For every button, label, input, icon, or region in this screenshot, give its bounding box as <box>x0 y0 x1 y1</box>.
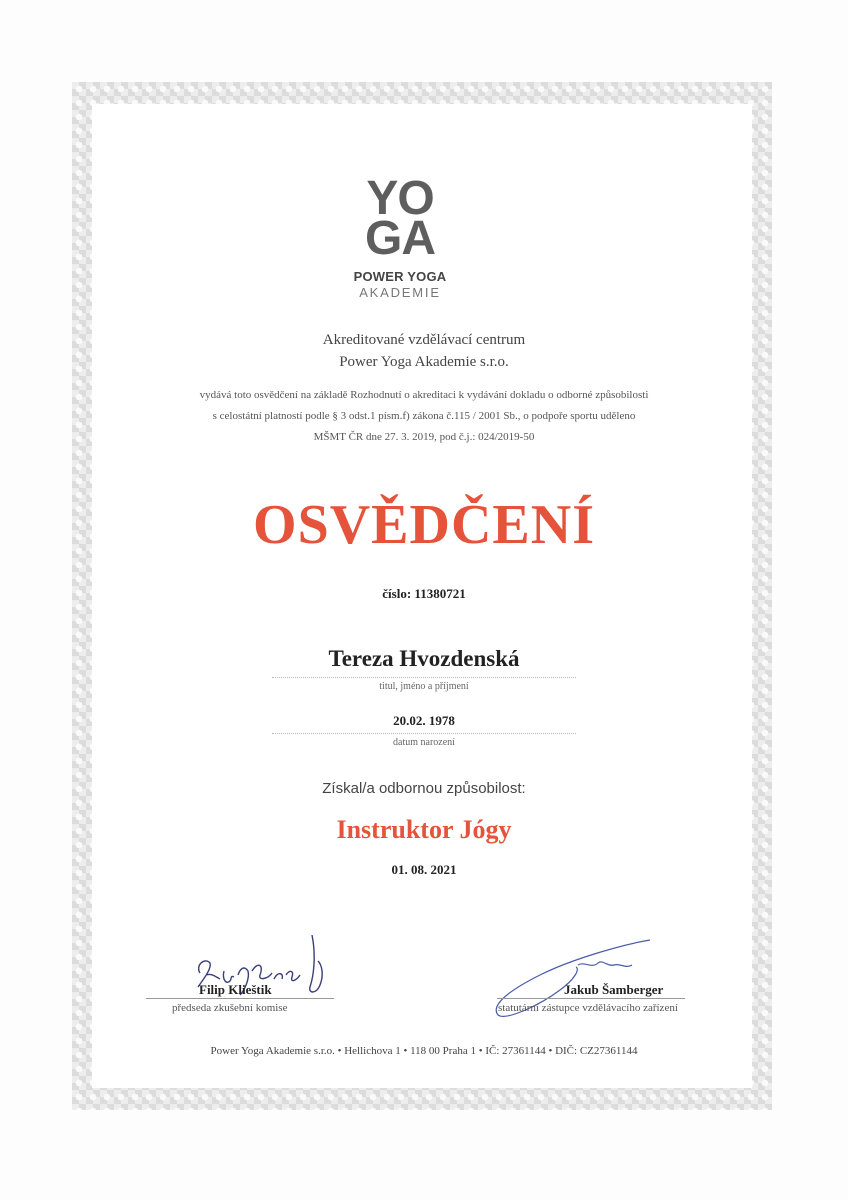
right-signer-name: Jakub Šamberger <box>564 982 664 997</box>
birth-date-caption: datum narození <box>393 737 455 748</box>
certificate-number: číslo: 11380721 <box>382 586 466 601</box>
qualification-role: Instruktor Jógy <box>336 815 512 844</box>
right-signature-line <box>497 998 685 999</box>
qualification-intro: Získal/a odbornou způsobilost: <box>322 780 526 797</box>
right-signer-role: statutární zástupce vzdělávacího zařízení <box>498 1002 678 1014</box>
birth-divider <box>272 733 576 734</box>
legal-text-line-1: vydává toto osvědčení na základě Rozhodnutí o akreditaci k vydávání dokladu o odborné způsobilosti <box>199 389 649 401</box>
left-signer-name: Filip Klieštik <box>199 982 272 997</box>
yoga-logo <box>330 172 470 310</box>
birth-date: 20.02. 1978 <box>393 713 455 728</box>
logo-power-yoga: POWER YOGA <box>353 269 447 284</box>
holder-name-caption: titul, jméno a příjmení <box>379 681 469 692</box>
qualification-date: 01. 08. 2021 <box>391 862 457 877</box>
logo-yo-text: YO <box>366 172 434 225</box>
legal-text-line-3: MŠMT ČR dne 27. 3. 2019, pod č.j.: 024/2019-50 <box>313 431 535 443</box>
name-divider <box>272 677 576 678</box>
certificate-title: OSVĚDČENÍ <box>253 494 595 556</box>
issuer-line-2: Power Yoga Akademie s.r.o. <box>339 354 509 370</box>
left-signer-role: předseda zkušební komise <box>172 1002 288 1014</box>
logo-ga-text: GA <box>365 212 435 265</box>
issuer-line-1: Akreditované vzdělávací centrum <box>322 332 526 348</box>
logo-akademie: AKADEMIE <box>359 285 441 300</box>
holder-name: Tereza Hvozdenská <box>328 646 520 671</box>
legal-text-line-2: s celostátní platností podle § 3 odst.1 písm.f) zákona č.115 / 2001 Sb., o podpoře sportu uděleno <box>212 410 636 422</box>
left-signature-line <box>146 998 334 999</box>
footer-address: Power Yoga Akademie s.r.o. • Hellichova 1 • 118 00 Praha 1 • IČ: 27361144 • DIČ: CZ27361144 <box>210 1045 638 1057</box>
